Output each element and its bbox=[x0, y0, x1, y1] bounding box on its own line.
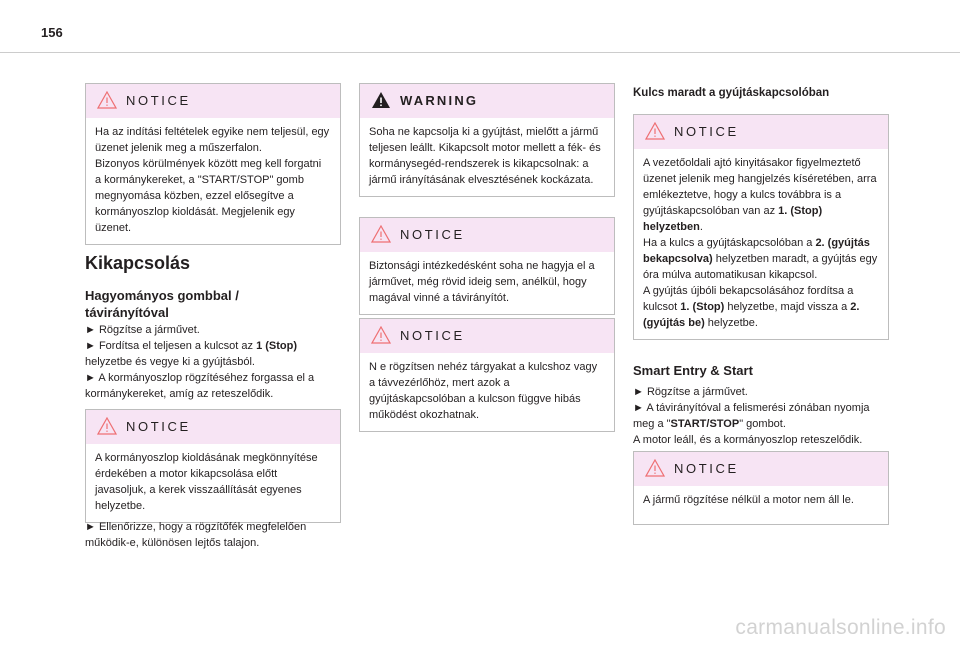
warning-text: Soha ne kapcsolja ki a gyújtást, mielőtt a jármű teljesen leállt. Kikapcsolt motor mellett a fék- és kormánysegéd-rendszerek is kikapcsolnak: a jármű irányításának elvesztésének kockázata. bbox=[369, 126, 601, 186]
notice-triangle-icon bbox=[645, 459, 665, 477]
notice-header bbox=[86, 84, 340, 118]
notice-box bbox=[359, 318, 615, 432]
warning-header bbox=[360, 84, 614, 118]
notice-header bbox=[360, 218, 614, 252]
notice-triangle-icon bbox=[371, 326, 391, 344]
step-item: A motor leáll, és a kormányoszlop reteszelődik. bbox=[633, 434, 863, 446]
subsection-heading: Hagyományos gombbal / távirányítóval bbox=[85, 288, 239, 320]
notice-triangle-icon bbox=[645, 122, 665, 140]
step-list bbox=[85, 322, 341, 402]
notice-text bbox=[634, 149, 888, 339]
notice-triangle-icon bbox=[371, 225, 391, 243]
notice-box bbox=[85, 409, 341, 523]
watermark: carmanualsonline.info bbox=[735, 616, 946, 639]
step-list bbox=[633, 384, 889, 448]
notice-title: NOTICE bbox=[674, 461, 739, 476]
notice-paragraph: A vezetőoldali ajtó kinyitásakor figyelmeztető üzenet jelenik meg hangjelzés kíséretében, arra emlékeztetve, hogy a kulcs továbbra is a gyújtáskapcsolóban van az 1. (Stop) helyzetben. bbox=[643, 157, 877, 233]
notice-text: Biztonsági intézkedésként soha ne hagyja el a járművet, még rövid ideig sem, anélkül, hogy magával vinné a távirányítót. bbox=[369, 260, 595, 304]
notice-text: N e rögzítsen nehéz tárgyakat a kulcshoz vagy a távvezérlőhöz, mert azok a gyújtáskapcsolóban a kulcson függve hibás működést okozhatnak. bbox=[369, 361, 598, 421]
step-item: ► Fordítsa el teljesen a kulcsot az 1 (Stop) helyzetbe és vegye ki a gyújtásból. bbox=[85, 340, 298, 368]
notice-title: NOTICE bbox=[126, 93, 191, 108]
notice-title: NOTICE bbox=[674, 124, 739, 139]
notice-header bbox=[634, 115, 888, 149]
subsection-heading: Smart Entry & Start bbox=[633, 363, 753, 378]
top-rule bbox=[0, 52, 960, 53]
notice-box bbox=[633, 451, 889, 525]
notice-box bbox=[359, 217, 615, 315]
notice-title: NOTICE bbox=[126, 419, 191, 434]
notice-text: A kormányoszlop kioldásának megkönnyítése érdekében a motor kikapcsolása előtt javasoljuk, a kerek visszaállítását egyenes helyzetbe. bbox=[95, 452, 318, 512]
warning-triangle-icon bbox=[371, 91, 391, 109]
notice-box bbox=[633, 114, 889, 340]
final-step: ► Ellenőrizze, hogy a rögzítőfék megfelelően működik-e, különösen lejtős talajon. bbox=[85, 521, 307, 549]
warning-box bbox=[359, 83, 615, 197]
section-heading: Kulcs maradt a gyújtáskapcsolóban bbox=[633, 87, 830, 99]
notice-header bbox=[86, 410, 340, 444]
notice-title: NOTICE bbox=[400, 328, 465, 343]
notice-paragraph: A gyújtás újbóli bekapcsolásához fordítsa a kulcsot 1. (Stop) helyzetbe, majd vissza a 2. (gyújtás be) helyzetbe. bbox=[643, 285, 860, 329]
step-item: ► Rögzítse a járművet. bbox=[85, 324, 200, 336]
notice-title: NOTICE bbox=[400, 227, 465, 242]
notice-triangle-icon bbox=[97, 91, 117, 109]
notice-paragraph: Ha a kulcs a gyújtáskapcsolóban a 2. (gyújtás bekapcsolva) helyzetben maradt, a gyújtás egy óra múlva automatikusan kikapcsol. bbox=[643, 237, 878, 281]
notice-text: A jármű rögzítése nélkül a motor nem áll le. bbox=[643, 494, 854, 506]
page-number: 156 bbox=[41, 25, 63, 40]
notice-header bbox=[634, 452, 888, 486]
section-heading: Kikapcsolás bbox=[85, 253, 191, 273]
step-item: ► A távirányítóval a felismerési zónában nyomja meg a "START/STOP" gombot. bbox=[633, 402, 870, 430]
notice-header bbox=[360, 319, 614, 353]
notice-text: Ha az indítási feltételek egyike nem teljesül, egy üzenet jelenik meg a műszerfalon. Bizonyos körülmények között meg kell forgatni a kormánykereket, a "START/STOP" gomb megnyomása közben, ezzel elősegítve a kormányoszlop kioldását. Megjelenik egy üzenet. bbox=[95, 126, 330, 234]
step-item: ► A kormányoszlop rögzítéséhez forgassa el a kormánykereket, amíg az reteszelődik. bbox=[85, 372, 315, 400]
notice-box bbox=[85, 83, 341, 245]
notice-triangle-icon bbox=[97, 417, 117, 435]
step-item: ► Rögzítse a járművet. bbox=[633, 386, 748, 398]
warning-title: WARNING bbox=[400, 93, 479, 108]
